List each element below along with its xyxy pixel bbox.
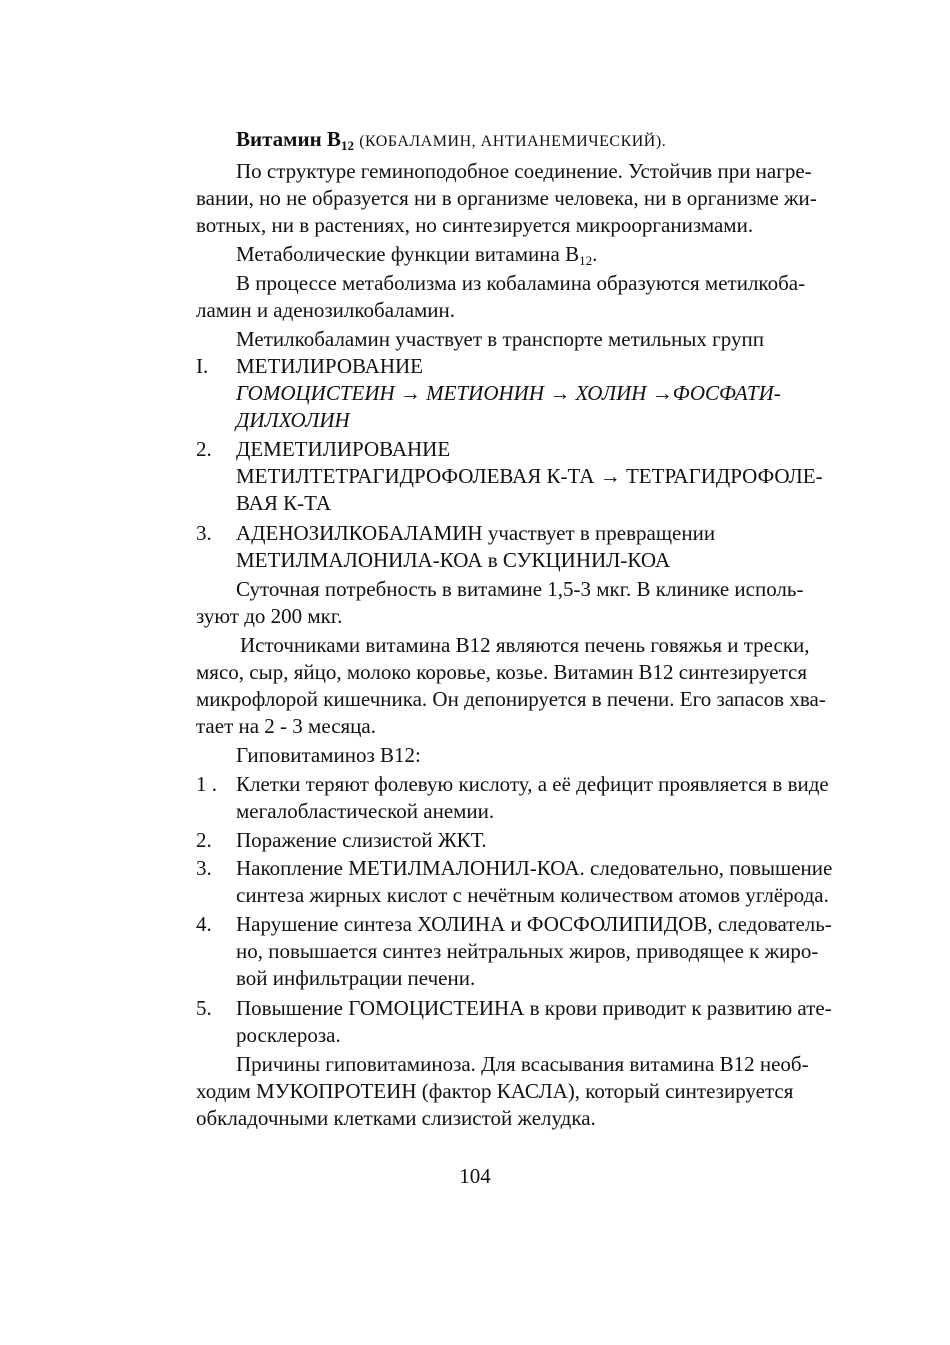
list2-number: 3. xyxy=(196,856,212,880)
list1-number: I. xyxy=(196,354,209,378)
list2-line: Клетки теряют фолевую кислоту, а её дефицит проявляется в виде xyxy=(236,772,829,796)
list1-line: АДЕНОЗИЛКОБАЛАМИН участвует в превращении xyxy=(236,521,716,545)
para1-line: вании, но не образуется ни в организме человека, ни в организме жи- xyxy=(196,186,817,210)
list2-line: синтеза жирных кислот с нечётным количеством атомов углёрода. xyxy=(236,883,829,907)
para6-line: ходим МУКОПРОТЕИН (фактор КАСЛА), который синтезируется xyxy=(196,1079,794,1103)
list2-line: Накопление МЕТИЛМАЛОНИЛ-КОА. следовательно, повышение xyxy=(236,856,833,880)
para3-line: Метилкобаламин участвует в транспорте метильных групп xyxy=(236,327,764,351)
para5-line: микрофлорой кишечника. Он депонируется в печени. Его запасов хва- xyxy=(196,687,826,711)
para5-line: мясо, сыр, яйцо, молоко коровье, козье. Витамин В12 синтезируется xyxy=(196,660,808,684)
list1-line: ГОМОЦИСТЕИН → МЕТИОНИН → ХОЛИН →ФОСФАТИ- xyxy=(236,381,781,405)
para5-line: тает на 2 - 3 месяца. xyxy=(196,714,376,738)
list2-line: мегалобластической анемии. xyxy=(236,799,495,823)
list1-number: 2. xyxy=(196,437,212,461)
list2-line: но, повышается синтез нейтральных жиров, приводящее к жиро- xyxy=(236,939,819,963)
para6-line: обкладочными клетками слизистой желудка. xyxy=(196,1106,596,1130)
metabolic-heading-subscript: 12 xyxy=(579,253,593,268)
list2-line: Поражение слизистой ЖКТ. xyxy=(236,828,487,852)
para5-line: Источниками витамина В12 являются печень говяжья и трески, xyxy=(240,633,810,657)
metabolic-heading-end: . xyxy=(592,242,598,266)
list2-number: 2. xyxy=(196,828,212,852)
list1-number: 3. xyxy=(196,521,212,545)
list1-line: ВАЯ К-ТА xyxy=(236,491,332,515)
para4-line: зуют до 200 мкг. xyxy=(196,604,343,628)
para2-line: ламин и аденозилкобаламин. xyxy=(196,298,456,322)
list1-line: МЕТИЛИРОВАНИЕ xyxy=(236,354,424,378)
list2-line: Нарушение синтеза ХОЛИНА и ФОСФОЛИПИДОВ, следователь- xyxy=(236,912,832,936)
para2-line: В процессе метаболизма из кобаламина образуются метилкоба- xyxy=(236,271,806,295)
list1-line: МЕТИЛТЕТРАГИДРОФОЛЕВАЯ К-ТА → ТЕТРАГИДРОФОЛЕ- xyxy=(236,464,823,488)
list2-line: Повышение ГОМОЦИСТЕИНА в крови приводит к развитию ате- xyxy=(236,996,832,1020)
vitamin-synonyms: (КОБАЛАМИН, АНТИАНЕМИЧЕСКИЙ). xyxy=(359,133,667,150)
list2-line: вой инфильтрации печени. xyxy=(236,966,476,990)
vitamin-subscript: 12 xyxy=(340,138,354,153)
page-number: 104 xyxy=(459,1164,491,1188)
list2-number: 4. xyxy=(196,912,212,936)
list2-line: росклероза. xyxy=(236,1023,341,1047)
para4-line: Суточная потребность в витамине 1,5-3 мкг. В клинике исполь- xyxy=(236,577,804,601)
vitamin-title xyxy=(236,126,666,159)
list1-line: ДЕМЕТИЛИРОВАНИЕ xyxy=(236,437,451,461)
hypovitaminosis-heading: Гиповитаминоз В12: xyxy=(236,743,421,767)
vitamin-name: Витамин B xyxy=(236,127,341,151)
para1-line: По структуре геминоподобное соединение. Устойчив при нагре- xyxy=(236,159,812,183)
para6-line: Причины гиповитаминоза. Для всасывания витамина В12 необ- xyxy=(236,1052,809,1076)
para1-line: вотных, ни в растениях, но синтезируется микроорганизмами. xyxy=(196,213,754,237)
list1-line: МЕТИЛМАЛОНИЛА-КОА в СУКЦИНИЛ-КОА xyxy=(236,548,671,572)
list1-line: ДИЛХОЛИН xyxy=(236,408,350,432)
list2-number: 1 . xyxy=(196,772,217,796)
metabolic-heading-text: Метаболические функции витамина B xyxy=(236,242,580,266)
list2-number: 5. xyxy=(196,996,212,1020)
